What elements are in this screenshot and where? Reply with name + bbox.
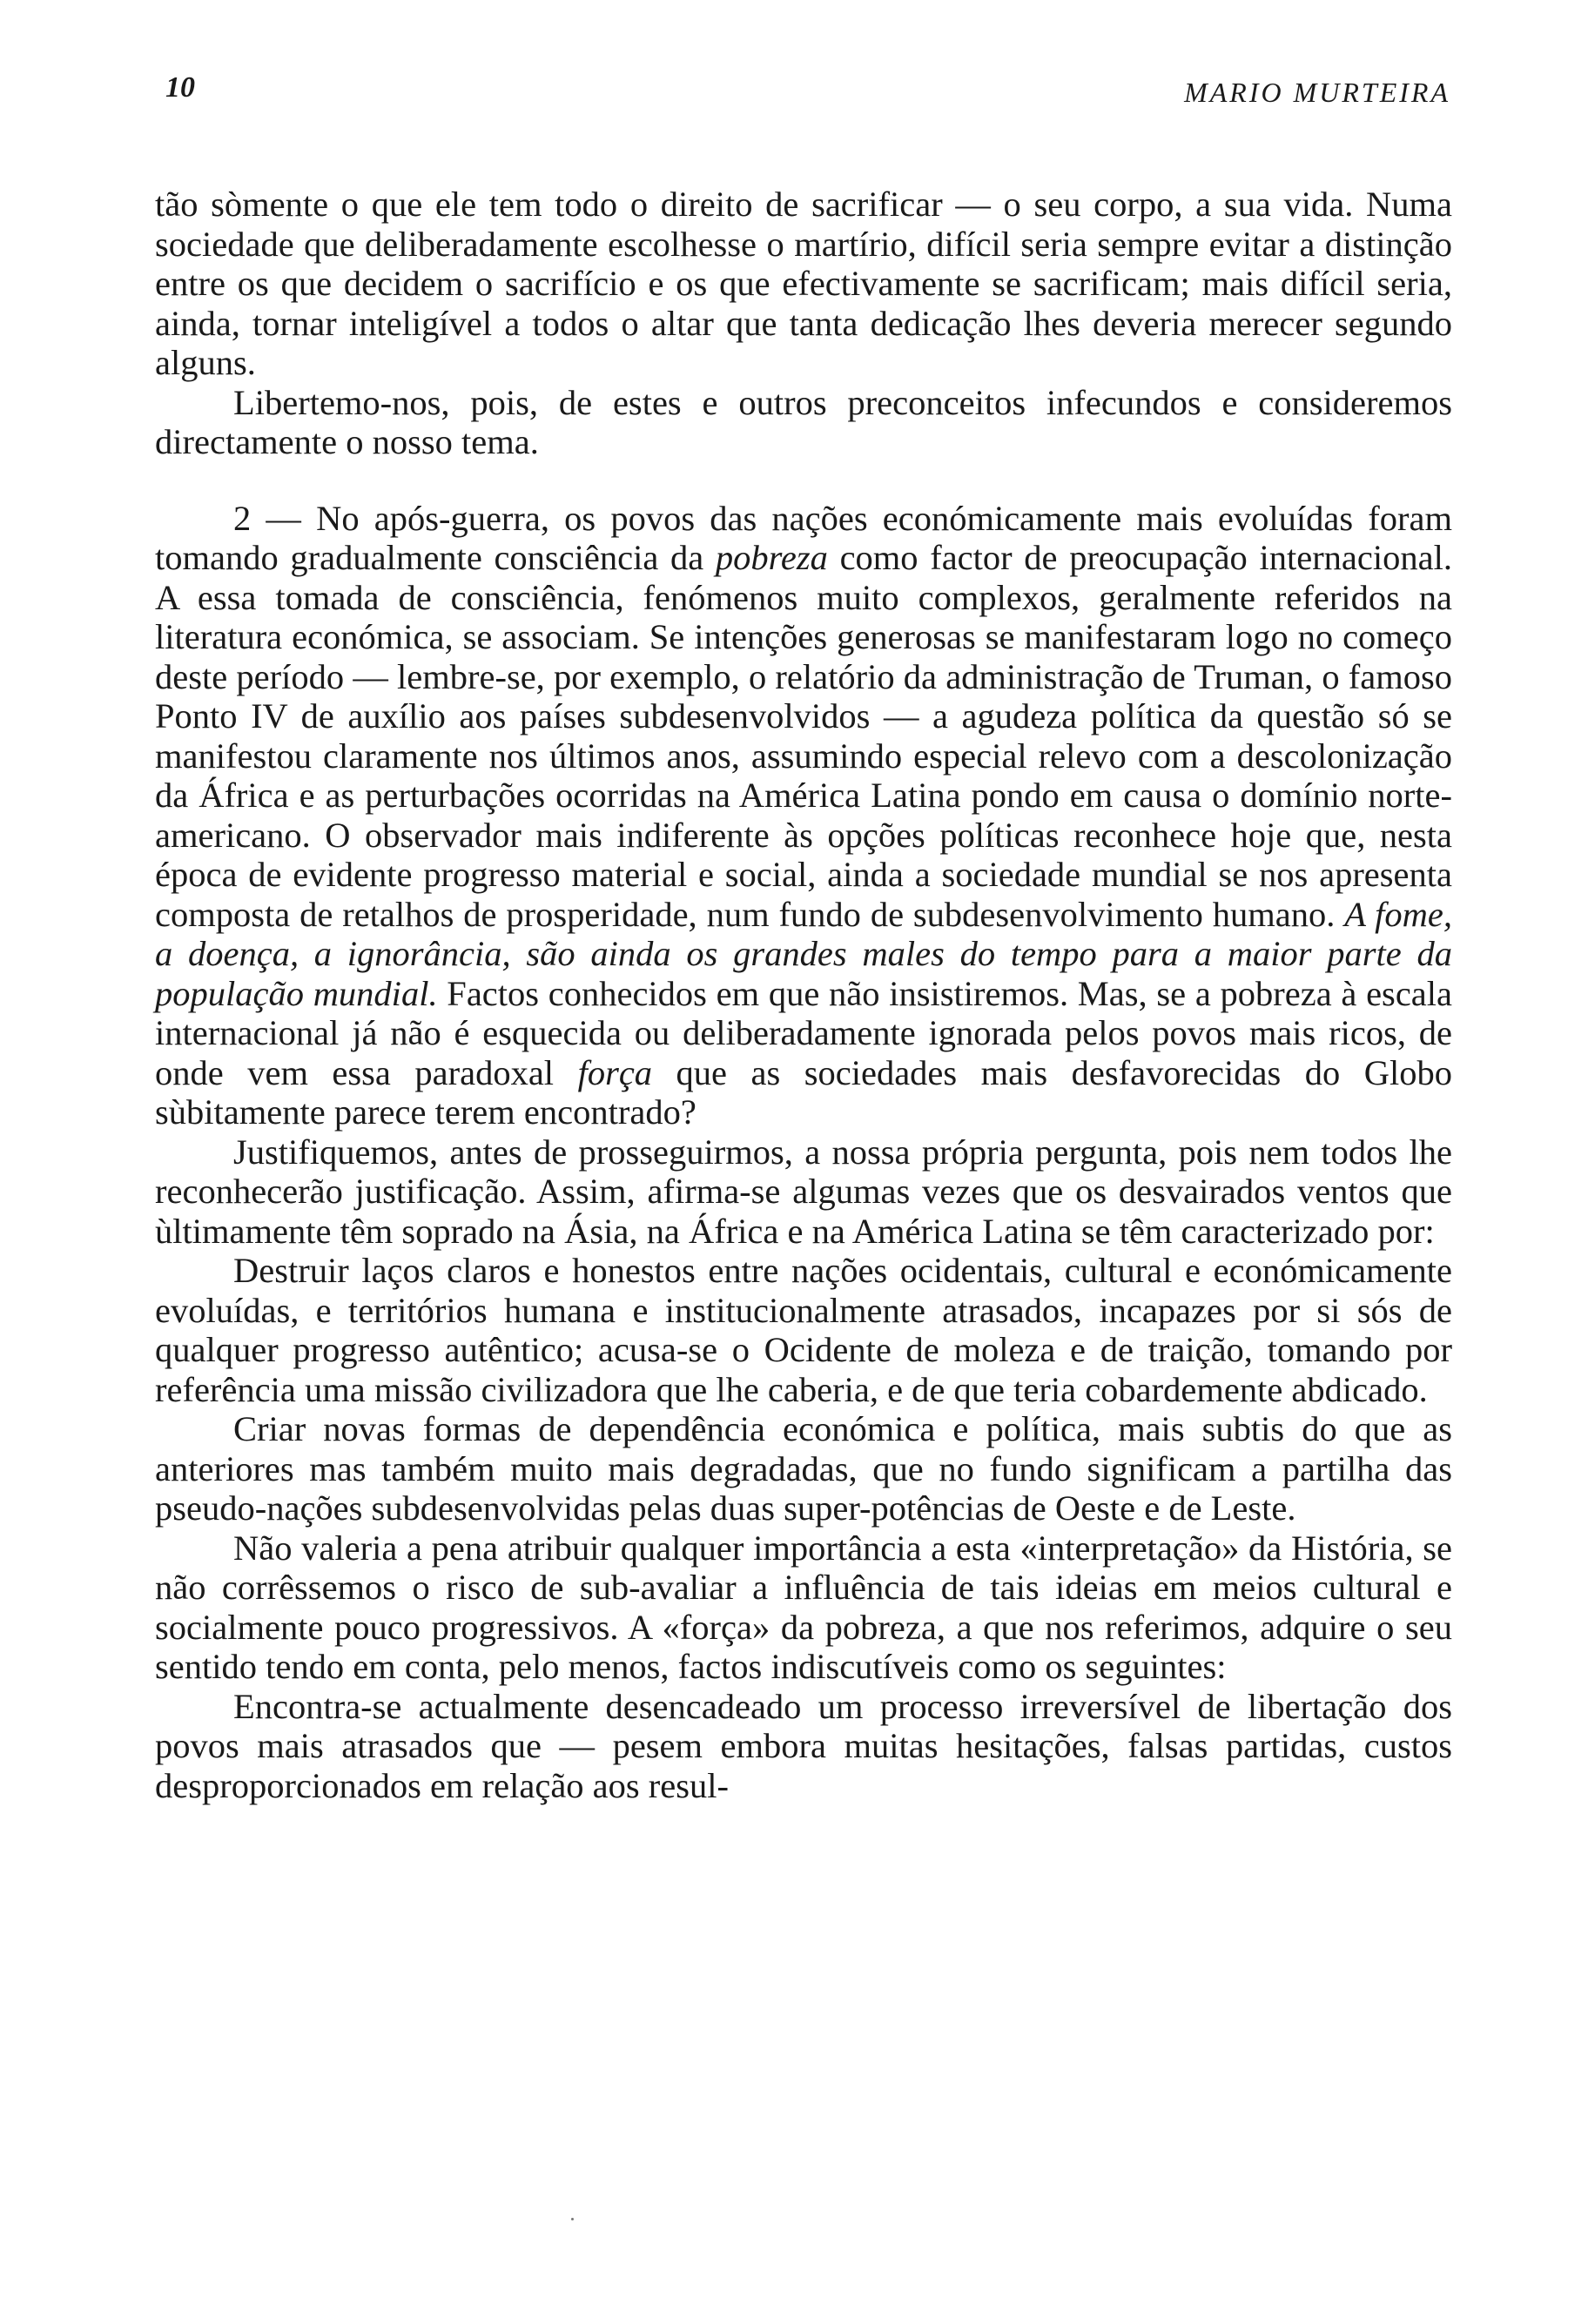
paragraph: [155, 383, 1452, 462]
text-run: como factor de preocupação internacional. A essa tomada de consciência, fenómenos muito complexos, geralmente referidos na literatura económica, se associam. Se intenções generosas se manifestaram logo no começo deste período — lembre-se, por exemplo, o relatório da administração de Truman, o famoso Ponto IV de auxílio aos países subdesenvolvidos — a agudeza política da questão só se manifestou claramente nos últimos anos, assumindo especial relevo com a descolonização da África e as perturbações ocorridas na América Latina pondo em causa o domínio norte-americano. O observador mais indiferente às opções políticas reconhece hoje que, nesta época de evidente progresso material e social, ainda a sociedade mundial se nos apresenta composta de retalhos de prosperidade, num fundo de subdesenvolvimento humano.: [155, 538, 1452, 934]
paragraph: [155, 1251, 1452, 1409]
paragraph: [155, 1409, 1452, 1528]
italic-run: pobreza: [715, 538, 828, 577]
italic-run: A fome, a doença, a ignorância, são ainda os grandes males do tempo para a maior parte da população mundial.: [155, 894, 1452, 1013]
paragraph: [155, 1132, 1452, 1252]
paragraph: [155, 499, 1452, 1132]
text-run: Não valeria a pena atribuir qualquer importância a esta «interpretação» da História, se não corrêssemos o risco de sub-avaliar a influência de tais ideias em meios cultural e socialmente pouco progressivos. A «força» da pobreza, a que nos referimos, adquire o seu sentido tendo em conta, pelo menos, factos indiscutíveis como os seguintes:: [155, 1528, 1452, 1686]
italic-run: força: [577, 1052, 653, 1092]
text-run: Criar novas formas de dependência económica e política, mais subtis do que as anteriores mas também muito mais degradadas, que no fundo significam a partilha das pseudo-nações subdesenvolvidas pelas duas super-potências de Oeste e de Leste.: [155, 1409, 1452, 1528]
paragraph: [155, 1687, 1452, 1806]
text-run: que as sociedades mais desfavorecidas do Globo sùbitamente parece terem encontrado?: [155, 1052, 1452, 1132]
text-run: tão sòmente o que ele tem todo o direito de sacrificar — o seu corpo, a sua vida. Numa sociedade que deliberadamente escolhesse o martírio, difícil seria sempre evitar a distinção entre os que decidem o sacrifício e os que efectivamente se sacrificam; mais difícil seria, ainda, tornar inteligível a todos o altar que tanta dedicação lhes deveria merecer segundo alguns.: [155, 185, 1452, 382]
running-head: MARIO MURTEIRA: [1184, 77, 1450, 108]
page-number: 10: [165, 71, 195, 104]
text-run: Libertemo-nos, pois, de estes e outros preconceitos infecundos e consideremos directamente o nosso tema.: [155, 382, 1452, 461]
text-run: Destruir laços claros e honestos entre nações ocidentais, cultural e económicamente evoluídas, e territórios humana e institucionalmente atrasados, incapazes por si sós de qualquer progresso autêntico; acusa-se o Ocidente de moleza e de traição, tomando por referência uma missão civilizadora que lhe caberia, e de que teria cobardemente abdicado.: [155, 1251, 1452, 1409]
text-run: Encontra-se actualmente desencadeado um processo irreversível de libertação dos povos mais atrasados que — pesem embora muitas hesitações, falsas partidas, custos desproporcionados em relação aos resul-: [155, 1686, 1452, 1805]
text-run: 2 — No após-guerra, os povos das nações económicamente mais evoluídas foram tomando gradualmente consciência da: [155, 498, 1452, 577]
ink-speck: [571, 2218, 574, 2220]
text-run: Factos conhecidos em que não insistiremos. Mas, se a pobreza à escala internacional já não é esquecida ou deliberadamente ignorada pelos povos mais ricos, de onde vem essa paradoxal: [155, 973, 1452, 1092]
paragraph: [155, 1528, 1452, 1687]
paragraph: [155, 185, 1452, 383]
body-text: [155, 185, 1452, 1805]
text-run: Justifiquemos, antes de prosseguirmos, a nossa própria pergunta, pois nem todos lhe reconhecerão justificação. Assim, afirma-se algumas vezes que os desvairados ventos que ùltimamente têm soprado na Ásia, na África e na América Latina se têm caracterizado por:: [155, 1132, 1452, 1251]
